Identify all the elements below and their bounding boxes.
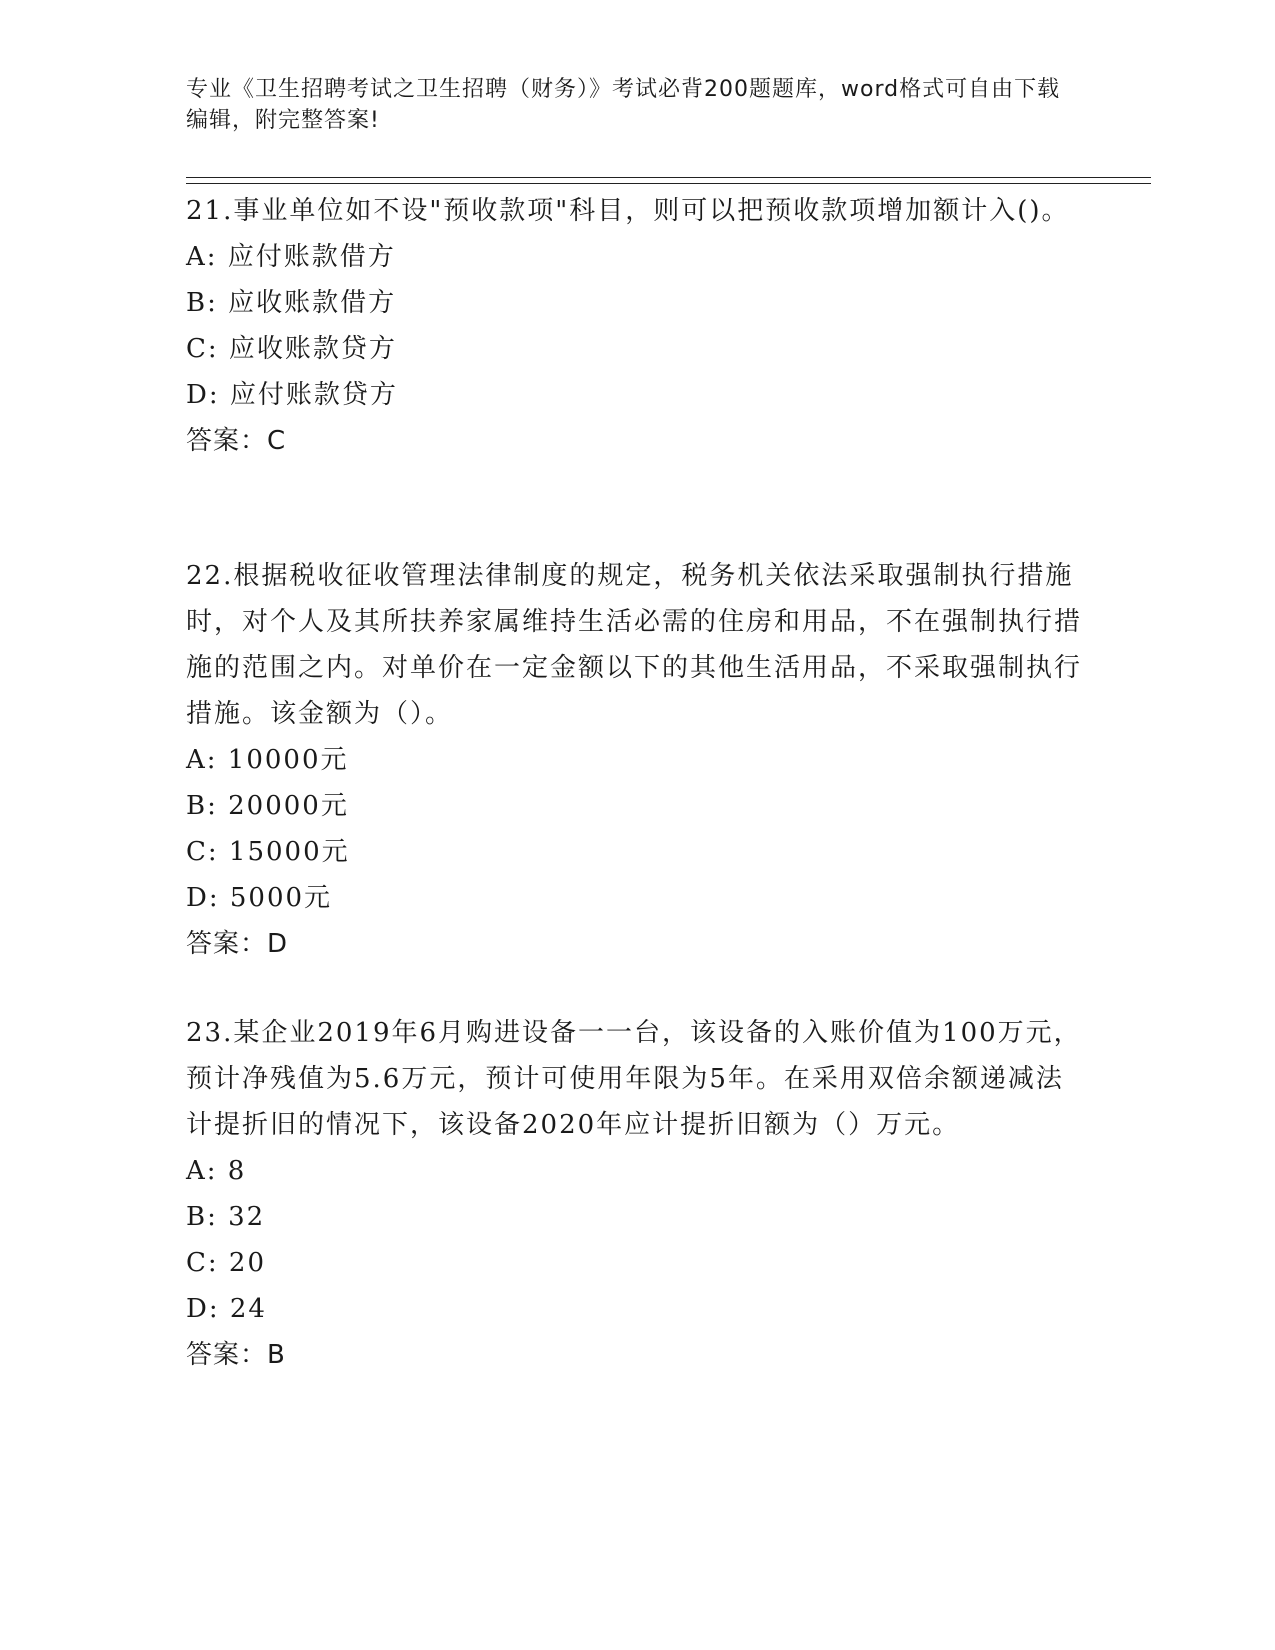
option-c: C: 20 xyxy=(186,1248,267,1278)
option-a: A: 10000元 xyxy=(186,745,349,775)
question-23 xyxy=(186,1010,1086,1378)
question-22 xyxy=(186,553,1086,967)
option-b: B: 应收账款借方 xyxy=(186,288,397,318)
answer-line: 答案：C xyxy=(186,426,287,456)
option-c: C: 15000元 xyxy=(186,837,350,867)
question-stem: 21.事业单位如不设"预收款项"科目，则可以把预收款项增加额计入()。 xyxy=(186,196,1070,226)
option-b: B: 32 xyxy=(186,1202,266,1232)
option-a: A: 应付账款借方 xyxy=(186,242,396,272)
header-title: 专业《卫生招聘考试之卫生招聘（财务）》考试必背200题题库，word格式可自由下载编辑，附完整答案! xyxy=(186,77,1061,133)
option-d: D: 5000元 xyxy=(186,883,333,913)
header-divider-bottom xyxy=(186,183,1151,184)
question-stem: 22.根据税收征收管理法律制度的规定，税务机关依法采取强制执行措施时，对个人及其所扶养家属维持生活必需的住房和用品，不在强制执行措施的范围之内。对单价在一定金额以下的其他生活用品，不采取强制执行措施。该金额为（）。 xyxy=(186,561,1083,729)
option-d: D: 应付账款贷方 xyxy=(186,380,398,410)
answer-line: 答案：D xyxy=(186,929,289,959)
option-b: B: 20000元 xyxy=(186,791,349,821)
question-stem: 23.某企业2019年6月购进设备一一台，该设备的入账价值为100万元，预计净残值为5.6万元，预计可使用年限为5年。在采用双倍余额递减法计提折旧的情况下，该设备2020年应计提折旧额为（）万元。 xyxy=(186,1018,1082,1140)
option-d: D: 24 xyxy=(186,1294,267,1324)
header-divider-top xyxy=(186,177,1151,178)
question-21 xyxy=(186,188,1086,464)
option-c: C: 应收账款贷方 xyxy=(186,334,397,364)
option-a: A: 8 xyxy=(186,1156,247,1186)
answer-line: 答案：B xyxy=(186,1340,286,1370)
document-header xyxy=(186,74,1066,136)
